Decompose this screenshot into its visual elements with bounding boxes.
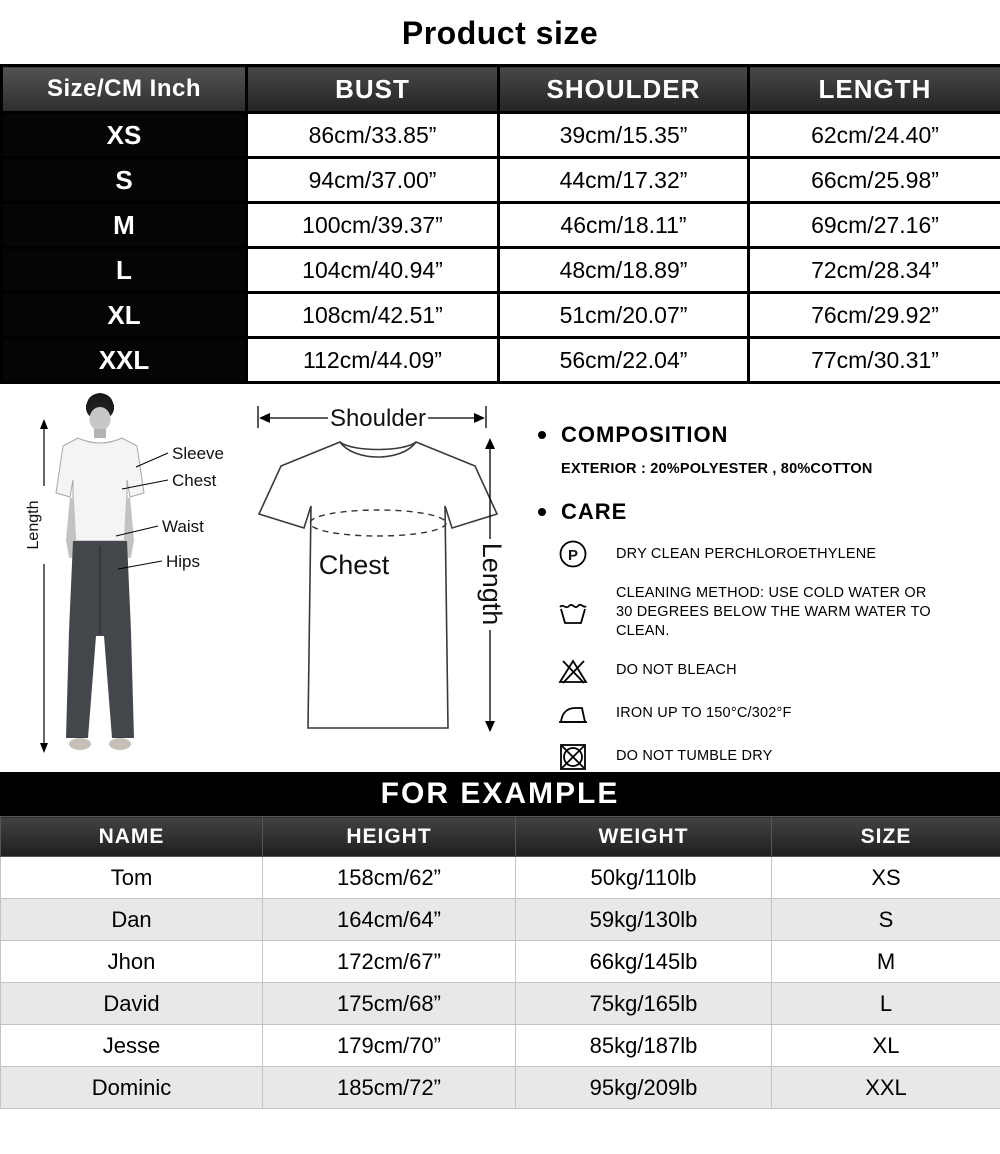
example-header-name: NAME <box>1 817 263 857</box>
name-value: Jesse <box>1 1025 263 1067</box>
size-label: XL <box>2 293 247 338</box>
height-value: 164cm/64” <box>263 899 516 941</box>
shirt-shoulder-label: Shoulder <box>329 405 427 432</box>
bullet-icon <box>538 431 546 439</box>
size-row-s <box>2 158 1000 203</box>
do-not-tumble-dry-icon <box>556 742 590 772</box>
size-value: S <box>772 899 1000 941</box>
shoulder-value: 56cm/22.04” <box>499 338 749 383</box>
size-value: XS <box>772 857 1000 899</box>
size-header-shoulder: SHOULDER <box>499 66 749 113</box>
weight-value: 66kg/145lb <box>516 941 772 983</box>
length-value: 77cm/30.31” <box>749 338 1000 383</box>
size-label: S <box>2 158 247 203</box>
height-value: 175cm/68” <box>263 983 516 1025</box>
example-table-header-row <box>1 817 1000 857</box>
shirt-length-label: Length <box>477 542 507 626</box>
wash-tub-icon <box>556 597 590 627</box>
length-value: 76cm/29.92” <box>749 293 1000 338</box>
model-sleeve-label: Sleeve <box>172 444 224 463</box>
weight-value: 50kg/110lb <box>516 857 772 899</box>
model-photo <box>56 393 144 750</box>
size-header-length: LENGTH <box>749 66 1000 113</box>
bust-value: 100cm/39.37” <box>247 203 499 248</box>
size-row-xs <box>2 113 1000 158</box>
page-title: Product size <box>401 15 599 51</box>
care-item-no-bleach <box>556 656 990 686</box>
model-length-label: Length <box>25 500 42 550</box>
iron-icon <box>556 701 590 727</box>
size-value: XXL <box>772 1067 1000 1109</box>
name-value: Dominic <box>1 1067 263 1109</box>
care-text: DO NOT TUMBLE DRY <box>616 748 773 765</box>
size-table-header-row <box>2 66 1000 113</box>
bullet-icon <box>538 508 546 516</box>
size-label: XS <box>2 113 247 158</box>
size-row-l <box>2 248 1000 293</box>
example-header-weight: WEIGHT <box>516 817 772 857</box>
model-hips-label: Hips <box>166 552 201 571</box>
size-label: L <box>2 248 247 293</box>
size-label: M <box>2 203 247 248</box>
weight-value: 95kg/209lb <box>516 1067 772 1109</box>
care-heading <box>538 499 990 525</box>
weight-value: 75kg/165lb <box>516 983 772 1025</box>
example-header-size: SIZE <box>772 817 1000 857</box>
shoulder-value: 51cm/20.07” <box>499 293 749 338</box>
model-waist-label: Waist <box>162 517 204 536</box>
care-item-dry-clean <box>556 539 990 569</box>
size-value: L <box>772 983 1000 1025</box>
bust-value: 108cm/42.51” <box>247 293 499 338</box>
care-item-wash <box>556 584 990 641</box>
shoulder-value: 46cm/18.11” <box>499 203 749 248</box>
care-heading-label: CARE <box>561 499 628 524</box>
size-header-size-cm-inch: Size/CM Inch <box>2 66 247 113</box>
size-row-m <box>2 203 1000 248</box>
care-text: IRON UP TO 150°C/302°F <box>616 705 792 722</box>
size-header-bust: BUST <box>247 66 499 113</box>
size-value: M <box>772 941 1000 983</box>
shoulder-value: 44cm/17.32” <box>499 158 749 203</box>
example-row <box>1 983 1000 1025</box>
example-banner-label: FOR EXAMPLE <box>380 777 620 810</box>
composition-heading-label: COMPOSITION <box>561 422 729 447</box>
bust-value: 104cm/40.94” <box>247 248 499 293</box>
shoulder-value: 39cm/15.35” <box>499 113 749 158</box>
example-row <box>1 1025 1000 1067</box>
composition-panel <box>538 422 990 772</box>
size-table <box>0 64 1000 384</box>
care-instructions-list <box>556 539 990 772</box>
example-table <box>0 816 1000 1109</box>
example-row <box>1 899 1000 941</box>
care-text: CLEANING METHOD: USE COLD WATER OR 30 DEGREES BELOW THE WARM WATER TO CLEAN. <box>616 585 931 639</box>
care-item-iron <box>556 701 990 727</box>
model-chest-label: Chest <box>172 471 217 490</box>
do-not-bleach-icon <box>556 656 590 686</box>
name-value: Tom <box>1 857 263 899</box>
height-value: 158cm/62” <box>263 857 516 899</box>
composition-heading <box>538 422 990 448</box>
example-banner <box>0 772 1000 816</box>
measurement-diagram-section <box>0 384 1000 772</box>
shirt-chest-label: Chest <box>318 550 390 580</box>
size-row-xl <box>2 293 1000 338</box>
bust-value: 112cm/44.09” <box>247 338 499 383</box>
length-value: 72cm/28.34” <box>749 248 1000 293</box>
care-text: DO NOT BLEACH <box>616 662 737 679</box>
weight-value: 59kg/130lb <box>516 899 772 941</box>
weight-value: 85kg/187lb <box>516 1025 772 1067</box>
name-value: Dan <box>1 899 263 941</box>
height-value: 179cm/70” <box>263 1025 516 1067</box>
model-figure <box>10 388 240 760</box>
size-value: XL <box>772 1025 1000 1067</box>
bust-value: 86cm/33.85” <box>247 113 499 158</box>
size-row-xxl <box>2 338 1000 383</box>
care-text: DRY CLEAN PERCHLOROETHYLENE <box>616 545 877 562</box>
example-row <box>1 941 1000 983</box>
height-value: 172cm/67” <box>263 941 516 983</box>
exterior-composition-text: EXTERIOR : 20%POLYESTER , 80%COTTON <box>561 461 873 477</box>
length-value: 69cm/27.16” <box>749 203 1000 248</box>
tshirt-diagram <box>232 396 542 744</box>
length-value: 66cm/25.98” <box>749 158 1000 203</box>
height-value: 185cm/72” <box>263 1067 516 1109</box>
size-label: XXL <box>2 338 247 383</box>
name-value: Jhon <box>1 941 263 983</box>
length-value: 62cm/24.40” <box>749 113 1000 158</box>
example-header-height: HEIGHT <box>263 817 516 857</box>
bust-value: 94cm/37.00” <box>247 158 499 203</box>
care-item-no-tumble-dry <box>556 742 990 772</box>
example-row <box>1 857 1000 899</box>
shirt-outline <box>259 442 497 728</box>
name-value: David <box>1 983 263 1025</box>
svg-text:P: P <box>567 547 579 564</box>
dry-clean-p-icon <box>556 539 590 569</box>
shoulder-value: 48cm/18.89” <box>499 248 749 293</box>
example-row <box>1 1067 1000 1109</box>
